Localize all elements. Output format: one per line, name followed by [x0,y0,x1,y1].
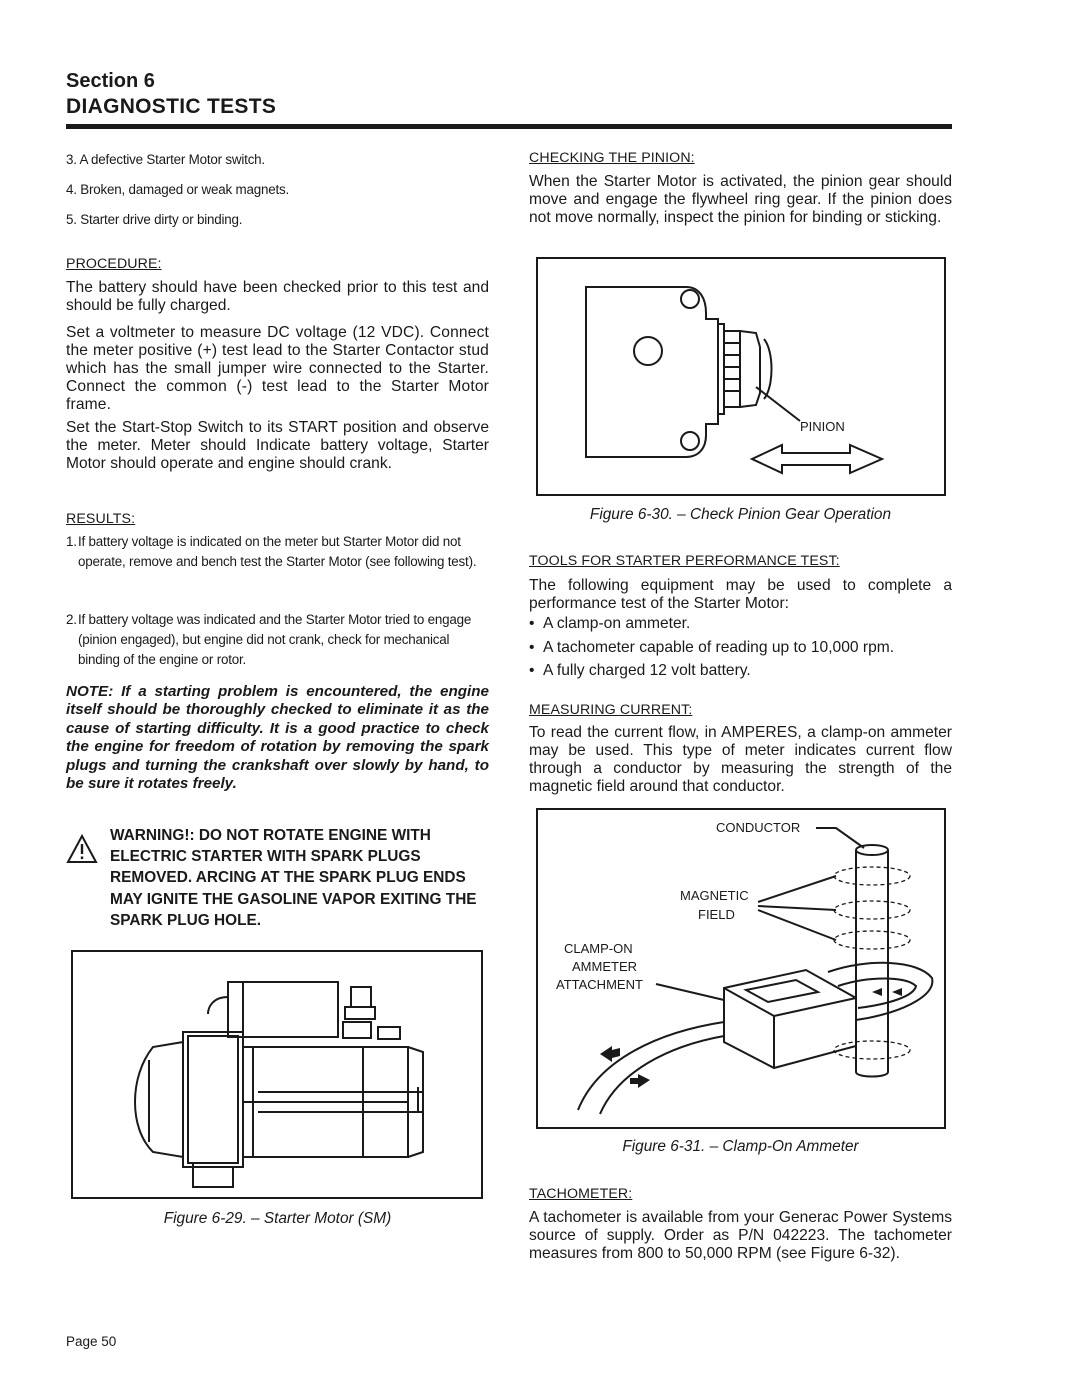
cause-item: 3. A defective Starter Motor switch. [66,152,265,167]
clamp-ammeter-drawing [538,810,944,1127]
warning-text: WARNING!: DO NOT ROTATE ENGINE WITH ELECTRIC STARTER WITH SPARK PLUGS REMOVED. ARCING AT THE SPARK PLUG ENDS MAY IGNITE THE GASOLINE VAPOR EXITING THE SPARK PLUG HOLE. [110,827,477,929]
starter-motor-figure [71,950,483,1199]
pinion-figure [536,257,946,496]
clamp-label: CLAMP-ON [564,941,633,956]
conductor-label: CONDUCTOR [716,820,801,835]
tachometer-heading: TACHOMETER: [529,1186,633,1202]
tools-heading: TOOLS FOR STARTER PERFORMANCE TEST: [529,553,840,569]
double-arrow-icon [752,445,882,473]
ammeter-label: AMMETER [572,959,637,974]
bullet-icon: • [529,639,535,656]
tool-text: A tachometer capable of reading up to 10,000 rpm. [543,639,895,656]
result-item [66,532,489,572]
result-number: 1. [66,534,77,549]
tools-intro: The following equipment may be used to complete a performance test of the Starter Motor: [529,577,952,612]
tool-text: A clamp-on ammeter. [543,615,691,632]
tachometer-paragraph: A tachometer is available from your Generac Power Systems source of supply. Order as P/N 042223. The tachometer measures from 800 to 50,000 RPM (see Figure 6-32). [529,1209,952,1262]
procedure-paragraph: Set a voltmeter to measure DC voltage (12 VDC). Connect the meter positive (+) test lead to the Starter Contactor stud which has the small jumper wire connected to the Starter. Connect the common (-) test lead to the Starter Motor frame. [66,324,489,413]
figure-caption: Figure 6-29. – Starter Motor (SM) [163,1210,392,1227]
starter-motor-drawing [73,952,481,1197]
procedure-paragraph: Set the Start-Stop Switch to its START position and observe the meter. Meter should Indicate battery voltage, Starter Motor should operate and engine should crank. [66,419,489,472]
pinion-drawing [538,259,944,494]
pinion-label: PINION [800,419,845,434]
field-label: FIELD [698,907,735,922]
figure-caption: Figure 6-31. – Clamp-On Ammeter [622,1138,859,1155]
result-item [66,610,489,670]
results-heading: RESULTS: [66,511,136,527]
tool-text: A fully charged 12 volt battery. [543,662,751,679]
clamp-ammeter-figure [536,808,946,1129]
bullet-icon: • [529,662,535,679]
procedure-paragraph: The battery should have been checked prior to this test and should be fully charged. [66,279,489,314]
tool-item [529,662,751,680]
note-text: NOTE: If a starting problem is encountered, the engine itself should be thoroughly checked to eliminate it as the cause of starting difficulty. It is a good practice to check the engine for freedom of rotation by removing the spark plugs and turning the crankshaft over slowly by hand, to be sure it rotates freely. [66,683,489,793]
page-number: Page 50 [66,1334,117,1349]
warning-triangle-icon [66,834,98,864]
cause-item: 5. Starter drive dirty or binding. [66,212,243,227]
page-title: DIAGNOSTIC TESTS [66,95,277,118]
tool-item [529,639,894,657]
figure-caption: Figure 6-30. – Check Pinion Gear Operation [589,506,892,523]
bullet-icon: • [529,615,535,632]
magnetic-label: MAGNETIC [680,888,749,903]
cause-item: 4. Broken, damaged or weak magnets. [66,182,290,197]
section-label: Section 6 [66,70,155,92]
tool-item [529,615,690,633]
pinion-paragraph: When the Starter Motor is activated, the pinion gear should move and engage the flywheel ring gear. If the pinion does not move normally, inspect the pinion for binding or sticking. [529,173,952,226]
result-number: 2. [66,612,77,627]
current-paragraph: To read the current flow, in AMPERES, a clamp-on ammeter may be used. This type of meter indicates current flow through a conductor by measuring the strength of the magnetic field around that conductor. [529,724,952,795]
attachment-label: ATTACHMENT [556,977,643,992]
result-text: If battery voltage was indicated and the Starter Motor tried to engage (pinion engaged), but engine did not crank, check for mechanical binding of the engine or rotor. [78,612,472,667]
pinion-heading: CHECKING THE PINION: [529,150,695,166]
procedure-heading: PROCEDURE: [66,256,162,272]
header-rule [66,124,952,129]
result-text: If battery voltage is indicated on the meter but Starter Motor did not operate, remove and bench test the Starter Motor (see following test). [78,534,477,569]
current-heading: MEASURING CURRENT: [529,702,693,718]
